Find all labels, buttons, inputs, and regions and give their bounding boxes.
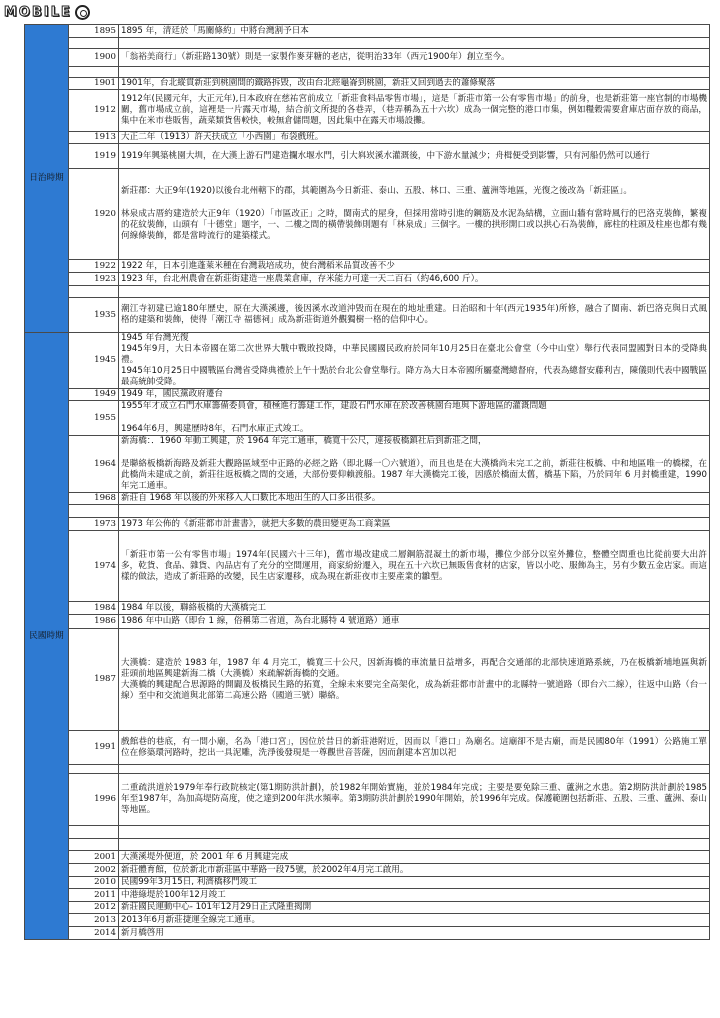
timeline-spacer-row	[25, 286, 710, 298]
year-cell: 1973	[69, 518, 119, 531]
timeline-row	[25, 260, 710, 273]
event-text: 民國99年3月15日, 利濟橋移門竣工	[121, 877, 257, 887]
year-cell: 1920	[69, 169, 119, 260]
timeline-row	[25, 401, 710, 436]
year-cell: 1986	[69, 615, 119, 629]
logo-eye-icon	[75, 5, 90, 20]
event-cell	[119, 731, 710, 765]
event-cell	[119, 132, 710, 144]
timeline-row	[25, 602, 710, 615]
event-text: 1895 年，清廷於「馬關條約」中將台灣割予日本	[121, 25, 309, 36]
timeline-row	[25, 49, 710, 67]
timeline-row	[25, 889, 710, 902]
year-cell: 2013	[69, 914, 119, 927]
year-cell: 1945	[69, 333, 119, 389]
event-text: 新莊國民運動中心- 101年12月29日正式隆重揭開	[121, 902, 312, 912]
event-cell	[119, 615, 710, 629]
timeline-row	[25, 493, 710, 505]
timeline-spacer-row	[25, 839, 710, 851]
event-cell	[119, 914, 710, 927]
timeline-row	[25, 436, 710, 493]
event-text: 新莊體育館，位於新北市新莊區中華路一段75號，於2002年4月完工啟用。	[121, 864, 409, 875]
timeline-row	[25, 774, 710, 826]
event-text: 1922 年，日本引進蓬萊米種在台灣栽培成功，使台灣稻米品質改善不少	[121, 260, 395, 271]
timeline-row	[25, 877, 710, 889]
event-text: 潮江寺初建已逾180年歷史，原在大漢溪邊，後因溪水改道沖毀而在現在的地址重建。日治昭和十年(西元1935年)所修，融合了閩南、新巴洛克與日式風格的建築和裝飾，使得「潮江寺 福德祠」成為新莊街道外觀獨樹一格的信仰中心。	[121, 304, 707, 325]
year-cell: 1949	[69, 389, 119, 401]
event-text: 1955年才成立石門水庫籌備委員會，積極進行籌建工作，建設石門水庫在於改善桃園台地與下游地區的灌溉問題	[121, 401, 547, 411]
timeline-row	[25, 531, 710, 602]
event-text: 新莊自 1968 年以後的外來移入人口數比本地出生的人口多出很多。	[121, 493, 381, 503]
timeline-spacer-row	[25, 765, 710, 774]
event-text: 1901年，台北縱貫新莊到桃園間的鐵路拆毀，改由台北經龜崙到桃園，新莊又回到過去的蕭條聚落	[121, 78, 496, 88]
event-cell	[119, 49, 710, 67]
year-cell: 1991	[69, 731, 119, 765]
event-cell	[119, 260, 710, 273]
event-text: 新海橋：．1960 年動工興建，於 1964 年完工通車，橋寬十公尺，連接板橋鎮社后到新莊之間，	[121, 436, 487, 446]
year-cell: 1901	[69, 78, 119, 90]
timeline-row	[25, 902, 710, 914]
event-text: 二重疏洪道於1979年奉行政院核定(第1期防洪計劃)，於1982年開始實施，並於1984年完成；主要是要免除三重、蘆洲之水患。第2期防洪計劃於1985年至1987年，為加高堤防高度，使之達到200年洪水頻率。第3期防洪計劃於1990年開始，於1996年完成。保護範圍包括新莊、五股、三重、蘆洲、泰山等地區。	[121, 783, 707, 815]
event-text: 1923 年，台北州農會在新莊街建造一座農業倉庫，存米能力可達一天二百石（約46,600 斤）。	[121, 273, 484, 284]
event-text: 大正二年（1913）許天扶成立「小西園」布袋戲班。	[121, 132, 324, 142]
year-cell	[69, 505, 119, 518]
year-cell: 2014	[69, 927, 119, 940]
year-cell: 1923	[69, 273, 119, 286]
year-cell: 2010	[69, 877, 119, 889]
timeline-row	[25, 273, 710, 286]
year-cell: 2011	[69, 889, 119, 902]
event-cell	[119, 602, 710, 615]
event-text: 1964年6月，興建歷時8年，石門水庫正式竣工。	[121, 424, 309, 434]
event-cell	[119, 25, 710, 38]
year-cell: 1935	[69, 298, 119, 333]
timeline-row	[25, 298, 710, 333]
era-label: 日治時期	[25, 25, 69, 333]
event-text: 戲館巷的巷底，有一間小廟，名為「港口宮」，因位於昔日的新莊港附近，因而以「港口」為廟名。這廟卻不是古廟，而是民國80年（1991）公路施工單位在修築環河路時，挖出一具泥雕，洗淨後發現是一尊觀世音菩薩，因而創建本宮加以祀	[121, 736, 707, 758]
event-text: 1945 年台灣光復	[121, 333, 189, 343]
event-text: 1919年興築桃園大圳，在大漢上游石門建造攔水堰水門，引大嵙崁溪水灌溉後，中下游水量減少；舟楫便受到影響，只有河船仍然可以通行	[121, 150, 650, 161]
event-cell	[119, 286, 710, 298]
event-cell	[119, 273, 710, 286]
event-text: 1945年9月，大日本帝國在第二次世界大戰中戰敗投降，中華民國國民政府於同年10月25日在臺北公會堂（今中山堂）舉行代表同盟國對日本的受降典禮。	[121, 344, 707, 365]
event-cell	[119, 436, 710, 493]
event-cell	[119, 889, 710, 902]
event-text: 1986 年中山路（即台 1 線，俗稱第二省道，為台北縣特 4 號道路）通車	[121, 616, 400, 626]
timeline-spacer-row	[25, 38, 710, 49]
event-cell	[119, 839, 710, 851]
event-text: 1912年(民國元年，大正元年),日本政府在慈祐宮前成立「新莊食料品零售市場」，這是「新莊市第一公有零售市場」的前身，也是新莊第一座官制的市場機關，舊市場成立前，這裡是一片露天市場，結合前文所提的各巷弄，（巷弄稱為五十六坎）成為一個完整的港口市集，例如糧穀需要倉庫店面存放的商品，集中在米市巷販售，蔬菜類貨售較快，較無倉儲問題，因此集中在露天市場設攤。	[121, 94, 707, 126]
event-cell	[119, 531, 710, 602]
year-cell: 1964	[69, 436, 119, 493]
era-label: 民國時期	[25, 333, 69, 940]
year-cell: 1900	[69, 49, 119, 67]
timeline-row	[25, 169, 710, 260]
timeline-spacer-row	[25, 505, 710, 518]
year-cell: 1955	[69, 401, 119, 436]
timeline-row	[25, 90, 710, 132]
event-cell	[119, 333, 710, 389]
year-cell: 1987	[69, 629, 119, 731]
timeline-row	[25, 914, 710, 927]
event-cell	[119, 629, 710, 731]
event-cell	[119, 826, 710, 839]
year-cell	[69, 826, 119, 839]
event-cell	[119, 67, 710, 78]
year-cell: 1895	[69, 25, 119, 38]
year-cell: 1919	[69, 144, 119, 169]
timeline-row	[25, 731, 710, 765]
event-cell	[119, 851, 710, 864]
year-cell	[69, 839, 119, 851]
timeline-row	[25, 629, 710, 731]
event-cell	[119, 864, 710, 877]
year-cell	[69, 67, 119, 78]
event-text: 1949 年，國民黨政府遷台	[121, 389, 223, 399]
event-text: 2013年6月新莊捷運全線完工通車。	[121, 914, 261, 925]
timeline-row	[25, 144, 710, 169]
event-cell	[119, 169, 710, 260]
event-cell	[119, 38, 710, 49]
event-text: 1984 年以後，聯絡板橋的大漢橋完工	[121, 602, 266, 613]
timeline-row	[25, 518, 710, 531]
timeline-table	[24, 24, 710, 940]
event-text: 林泉成古厝約建造於大正9年（1920）「市區改正」之時，閩南式的屋身，但採用當時引進的鋼筋及水泥為結構，立面山牆有當時風行的巴洛克裝飾，繁複的花紋裝飾，山頭有「十德堂」題字，一、二樓之間的橫帶裝飾則題有「林泉成」三個字。一樓的拱形開口或以拱心石為裝飾，廊柱的柱頭及柱座也都有幾何線條裝飾，都是當時流行的建築樣式。	[121, 209, 707, 241]
event-text: 是聯絡板橋新海路及新莊大觀路區域至中正路的必經之路（即北縣一〇六號道），而且也是在大漢橋尚未完工之前，新莊往板橋、中和地區唯一的橋樑，在此橋尚未建成之前，新莊往返板橋之間的交通，大部份要仰賴渡船。1987 年大漢橋完工後，因感於橋面太舊，橋基下陷，乃於同年 6 月封橋重建，1990 年完工通車。	[121, 459, 707, 491]
event-text: 新月橋啓用	[121, 927, 164, 938]
event-text: 中港綠堤於100年12月竣工	[121, 889, 226, 900]
event-cell	[119, 493, 710, 505]
year-cell: 2001	[69, 851, 119, 864]
year-cell: 1984	[69, 602, 119, 615]
event-cell	[119, 774, 710, 826]
event-cell	[119, 902, 710, 914]
year-cell	[69, 38, 119, 49]
event-text: 大漢橋的興建配合思源路的開闢及板橋民生路的拓寬，全線未來要完全高架化，成為新莊都市計畫中的北縣特一號道路（即台六二線），往返中山路（台一線）至中和交流道與北部第二高速公路（國道三號）聯絡。	[121, 679, 707, 701]
timeline-spacer-row	[25, 67, 710, 78]
timeline-row	[25, 333, 710, 389]
event-text: 「翁裕美商行」（新莊路130號）則是一家製作麥芽糖的老店，從明治33年（西元1900年）創立至今。	[121, 52, 510, 62]
event-text: 「新莊市第一公有零售市場」1974年(民國六十三年)，舊市場改建成二層鋼筋混凝土的新市場，攤位少部分以室外攤位，整體空間重也比從前要大出許多，乾貨、食品、雜貨、內品店有了充分的空間運用，商家紛紛遷入，現在五十六坎已無販售食材的店家，皆以小吃、服飾為主，另有少數五金店家。而這樣的做法，造成了新莊路的改變，民生店家遷移，成為現在新莊夜市主要產業的雛型。	[121, 549, 707, 582]
year-cell: 1996	[69, 774, 119, 826]
event-cell	[119, 90, 710, 132]
event-cell	[119, 877, 710, 889]
year-cell	[69, 765, 119, 774]
logo-wordmark: MOBILE	[4, 4, 72, 20]
timeline-row	[25, 864, 710, 877]
timeline-row	[25, 615, 710, 629]
year-cell: 1922	[69, 260, 119, 273]
timeline-row	[25, 78, 710, 90]
event-cell	[119, 927, 710, 940]
year-cell: 1974	[69, 531, 119, 602]
event-text: 新莊郡：大正9年(1920)以後台北州轄下的郡，其範圍為今日新莊、泰山、五股、林口、三重、蘆洲等地區，光復之後改為「新莊區」。	[121, 186, 632, 196]
event-text: 1945年10月25日中國戰區台灣省受降典禮於上午十點於台北公會堂舉行。降方為大日本帝國所屬臺灣總督府，代表為總督安藤利吉，陳儀則代表中國戰區最高統帥受降。	[121, 366, 707, 387]
year-cell: 2012	[69, 902, 119, 914]
year-cell: 1912	[69, 90, 119, 132]
event-text: 1973 年公佈的《新莊都市計畫書》，就把大多數的農田變更為工商業區	[121, 518, 391, 529]
event-cell	[119, 505, 710, 518]
event-cell	[119, 298, 710, 333]
site-logo	[4, 2, 90, 22]
timeline-row	[25, 851, 710, 864]
event-text: 大漢溪堤外便道，於 2001 年 6 月興建完成	[121, 851, 289, 862]
event-cell	[119, 389, 710, 401]
event-cell	[119, 401, 710, 436]
event-cell	[119, 765, 710, 774]
year-cell: 1968	[69, 493, 119, 505]
timeline-spacer-row	[25, 826, 710, 839]
timeline-row	[25, 25, 710, 38]
year-cell: 2002	[69, 864, 119, 877]
event-text: 大漢橋：建造於 1983 年，1987 年 4 月完工，橋寬三十公尺，因新海橋的車流量日益增多，再配合交通部的北部快速道路系統，乃在板橋新埔地區與新莊頭前地區興建新海二橋（大漢橋）來疏解新海橋的交通。	[121, 657, 707, 679]
event-cell	[119, 144, 710, 169]
event-cell	[119, 78, 710, 90]
timeline-row	[25, 389, 710, 401]
year-cell	[69, 286, 119, 298]
year-cell: 1913	[69, 132, 119, 144]
event-cell	[119, 518, 710, 531]
timeline-row	[25, 132, 710, 144]
timeline-row	[25, 927, 710, 940]
